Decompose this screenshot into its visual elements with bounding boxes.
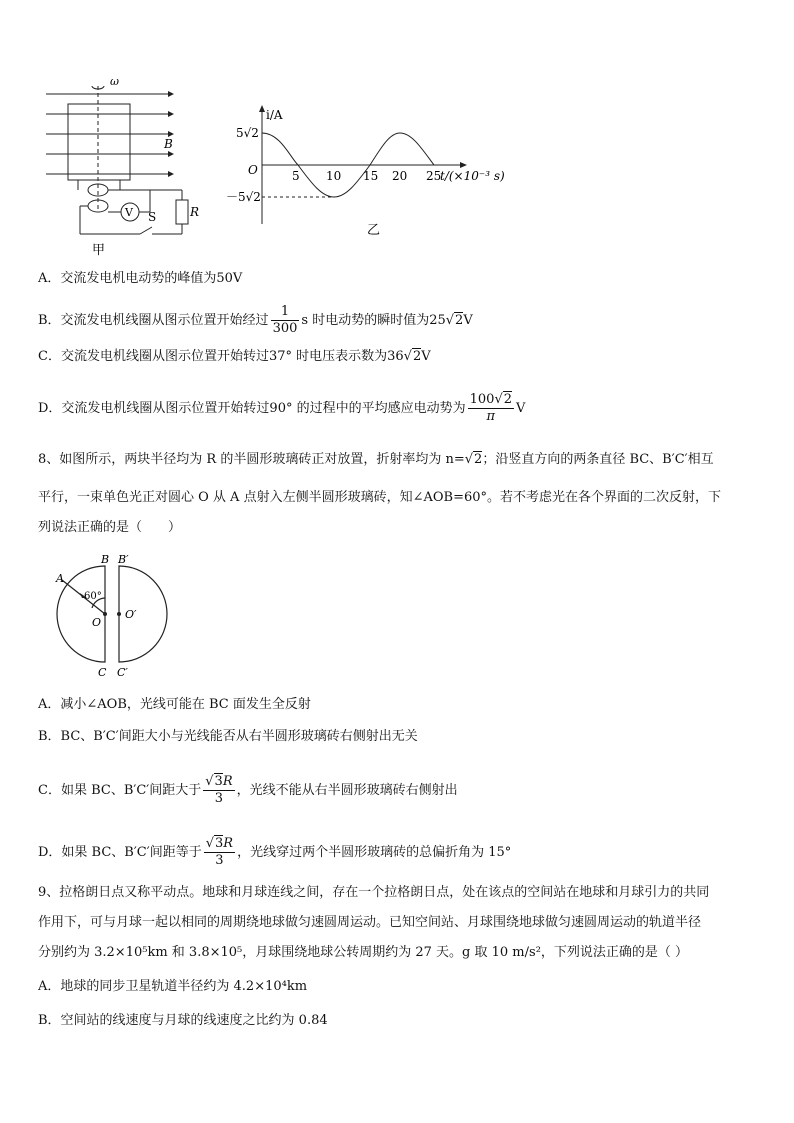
switch-label: S xyxy=(148,210,157,224)
b-field-label: B xyxy=(164,137,173,151)
fraction: $\frac{√3R}{3}$ xyxy=(205,774,233,806)
q9-stem-line2: 作用下，可与月球一起以相同的周期绕地球做匀速圆周运动。已知空间站、月球围绕地球做匀速圆周运动的轨道半径 xyxy=(38,915,702,930)
angle-label: 60° xyxy=(84,591,102,602)
figure-caption-yi: 乙 xyxy=(367,223,381,238)
x-tick-10: 10 xyxy=(326,169,342,183)
label-b: B xyxy=(101,553,110,566)
q7-option-c: C．交流发电机线圈从图示位置开始转过37° 时电压表示数为36√2V xyxy=(38,349,431,364)
x-tick-20: 20 xyxy=(392,169,408,183)
origin-label: O xyxy=(248,163,258,177)
q8-option-a: A．减小∠AOB，光线可能在 BC 面发生全反射 xyxy=(38,697,311,712)
label-c: C xyxy=(98,666,107,679)
x-tick-25: 25 xyxy=(426,169,442,183)
semicircle-glass-figure xyxy=(50,550,180,680)
voltmeter-label: V xyxy=(125,206,133,219)
q8-stem-line1: 8、如图所示，两块半径均为 R 的半圆形玻璃砖正对放置，折射率均为 n=√2；沿竖直方向的两条直径 BC、B′C′相互 xyxy=(38,452,714,467)
current-graph xyxy=(222,104,512,244)
resistor-label: R xyxy=(190,205,200,219)
x-tick-15: 15 xyxy=(363,169,379,183)
q8-stem-line2: 平行，一束单色光正对圆心 O 从 A 点射入左侧半圆形玻璃砖，知∠AOB=60°。若不考虑光在各个界面的二次反射，下 xyxy=(38,490,722,505)
q9-stem-line1: 9、拉格朗日点又称平动点。地球和月球连线之间，存在一个拉格朗日点，处在该点的空间站在地球和月球引力的共同 xyxy=(38,885,710,900)
fraction: $\frac{100√2}{\pi}$ xyxy=(469,392,513,424)
label-a: A xyxy=(56,572,64,585)
q7-option-b: B．交流发电机线圈从图示位置开始经过 $\frac{1}{300}$ s 时电动势的瞬时值为25√2V xyxy=(38,304,473,336)
q7-option-a: A．交流发电机电动势的峰值为50V xyxy=(38,271,243,286)
q9-option-b: B．空间站的线速度与月球的线速度之比约为 0.84 xyxy=(38,1013,328,1028)
q8-stem-line3: 列说法正确的是（ ） xyxy=(38,520,182,535)
q7-option-d: D．交流发电机线圈从图示位置开始转过90° 的过程中的平均感应电动势为 $\frac{100√2}{\pi}$ V xyxy=(38,392,526,424)
generator-figure xyxy=(40,72,210,262)
y-axis-label: i/A xyxy=(266,108,283,122)
fraction: $\frac{√3R}{3}$ xyxy=(205,836,234,868)
figure-caption-jia: 甲 xyxy=(92,243,106,258)
label-o: O xyxy=(92,616,102,629)
omega-label: ω xyxy=(110,75,119,88)
left-semicircle xyxy=(57,566,105,662)
label-b-prime: B′ xyxy=(118,553,129,566)
label-c-prime: C′ xyxy=(117,666,128,679)
y-min-label: －5√2 xyxy=(226,190,261,204)
q8-option-d: D．如果 BC、B′C′间距等于 $\frac{√3R}{3}$ ，光线穿过两个半圆形玻璃砖的总偏折角为 15° xyxy=(38,836,512,868)
y-max-label: 5√2 xyxy=(236,126,259,140)
x-tick-5: 5 xyxy=(292,169,300,183)
q9-option-a: A．地球的同步卫星轨道半径约为 4.2×10⁴km xyxy=(38,979,308,994)
x-axis-label: t/(×10⁻³ s) xyxy=(440,169,505,183)
fraction: $\frac{1}{300}$ xyxy=(272,304,298,336)
q8-option-b: B．BC、B′C′间距大小与光线能否从右半圆形玻璃砖右侧射出无关 xyxy=(38,729,418,744)
q8-option-c: C．如果 BC、B′C′间距大于 $\frac{√3R}{3}$ ，光线不能从右半圆形玻璃砖右侧射出 xyxy=(38,774,458,806)
q9-stem-line3: 分别约为 3.2×10⁵km 和 3.8×10⁵，月球围绕地球公转周期约为 27 天。g 取 10 m/s²，下列说法正确的是（ ） xyxy=(38,945,689,960)
label-o-prime: O′ xyxy=(125,608,137,621)
